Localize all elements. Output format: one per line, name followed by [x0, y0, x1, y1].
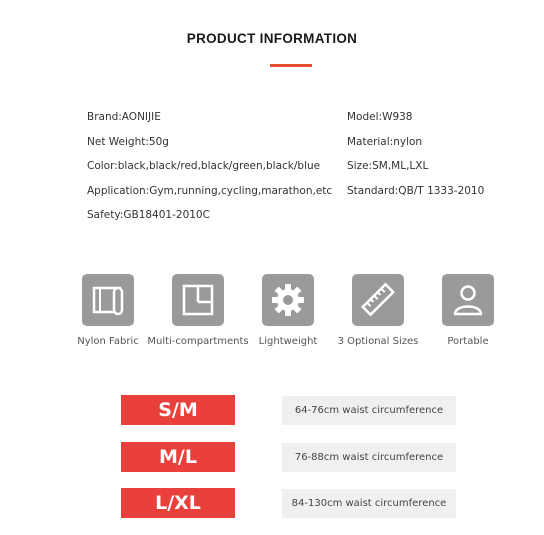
gear-icon — [262, 274, 314, 326]
size-desc-lxl: 84-130cm waist circumference — [282, 489, 456, 518]
compartments-icon — [172, 274, 224, 326]
person-icon — [442, 274, 494, 326]
size-desc-ml: 76-88cm waist circumference — [282, 443, 456, 472]
spec-size: Size:SM,ML,LXL — [347, 160, 429, 172]
spec-color: Color:black,black/red,black/green,black/blue — [87, 160, 321, 172]
feature-label-multi-compartments: Multi-compartments — [147, 336, 249, 347]
feature-label-nylon-fabric: Nylon Fabric — [77, 336, 139, 347]
feature-label-lightweight: Lightweight — [258, 336, 318, 347]
spec-model: Model:W938 — [347, 111, 413, 123]
ruler-icon — [352, 274, 404, 326]
spec-net-weight: Net Weight:50g — [87, 136, 169, 148]
size-badge-lxl: L/XL — [121, 488, 235, 518]
spec-brand: Brand:AONIJIE — [87, 111, 161, 123]
spec-material: Material:nylon — [347, 136, 423, 148]
size-badge-sm: S/M — [121, 395, 235, 425]
size-desc-sm: 64-76cm waist circumference — [282, 396, 456, 425]
size-badge-ml: M/L — [121, 442, 235, 472]
spec-safety: Safety:GB18401-2010C — [87, 209, 210, 221]
spec-application: Application:Gym,running,cycling,marathon,etc — [87, 185, 333, 197]
feature-label-optional-sizes: 3 Optional Sizes — [337, 336, 419, 347]
fabric-roll-icon — [82, 274, 134, 326]
page-title: PRODUCT INFORMATION — [186, 31, 358, 46]
feature-label-portable: Portable — [447, 336, 489, 347]
spec-standard: Standard:QB/T 1333-2010 — [347, 185, 485, 197]
title-underline — [270, 64, 312, 67]
